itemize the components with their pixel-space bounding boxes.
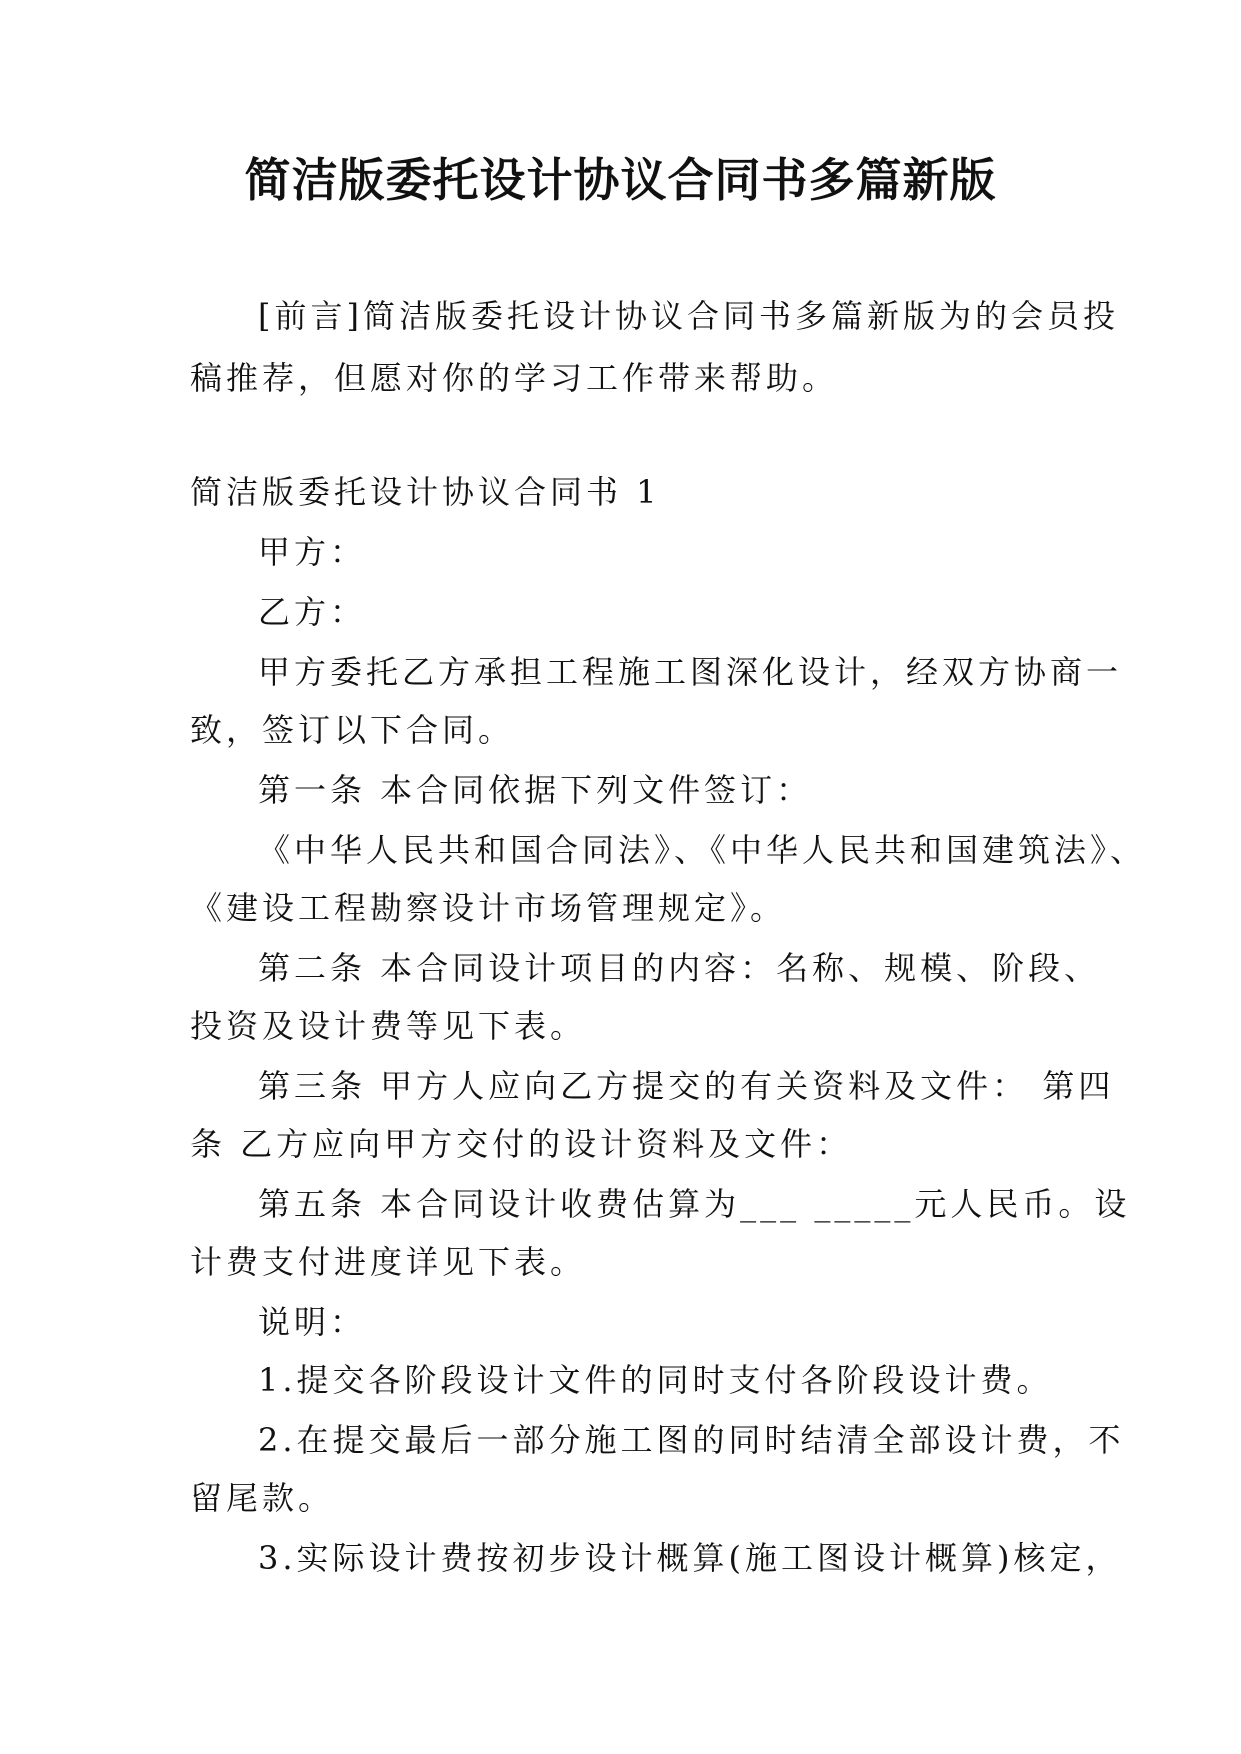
article-4-line: 条 乙方应向甲方交付的设计资料及文件： bbox=[190, 1125, 853, 1163]
section-heading: 简洁版委托设计协议合同书 1 bbox=[190, 473, 661, 511]
paragraph-line: 《中华人民共和国合同法》、《中华人民共和国建筑法》、 bbox=[258, 831, 1147, 869]
paragraph-line: 甲方委托乙方承担工程施工图深化设计，经双方协商一 bbox=[258, 653, 1123, 691]
note-item-1: 1.提交各阶段设计文件的同时支付各阶段设计费。 bbox=[258, 1361, 1053, 1399]
paragraph-line: 留尾款。 bbox=[190, 1479, 335, 1517]
article-5-line: 第五条 本合同设计收费估算为___ _____元人民币。设 bbox=[258, 1185, 1131, 1223]
article-1-line: 第一条 本合同依据下列文件签订： bbox=[258, 771, 813, 809]
paragraph-line: 投资及设计费等见下表。 bbox=[190, 1007, 587, 1045]
document-title: 简洁版委托设计协议合同书多篇新版 bbox=[244, 153, 997, 207]
note-item-3: 3.实际设计费按初步设计概算(施工图设计概算)核定， bbox=[258, 1539, 1122, 1577]
paragraph-line: 计费支付进度详见下表。 bbox=[190, 1243, 587, 1281]
article-3-line: 第三条 甲方人应向乙方提交的有关资料及文件： 第四 bbox=[258, 1067, 1115, 1105]
party-a-line: 甲方： bbox=[258, 533, 367, 571]
paragraph-line: 《建设工程勘察设计市场管理规定》。 bbox=[190, 889, 787, 927]
notes-heading: 说明： bbox=[258, 1303, 367, 1341]
party-b-line: 乙方： bbox=[258, 593, 367, 631]
article-2-line: 第二条 本合同设计项目的内容：名称、规模、阶段、 bbox=[258, 949, 1101, 987]
paragraph-line: 致，签订以下合同。 bbox=[190, 711, 515, 749]
note-item-2: 2.在提交最后一部分施工图的同时结清全部设计费，不 bbox=[258, 1421, 1125, 1459]
preface-line-2: 稿推荐，但愿对你的学习工作带来帮助。 bbox=[190, 359, 839, 397]
preface-line-1: [前言]简洁版委托设计协议合同书多篇新版为的会员投 bbox=[258, 297, 1119, 335]
